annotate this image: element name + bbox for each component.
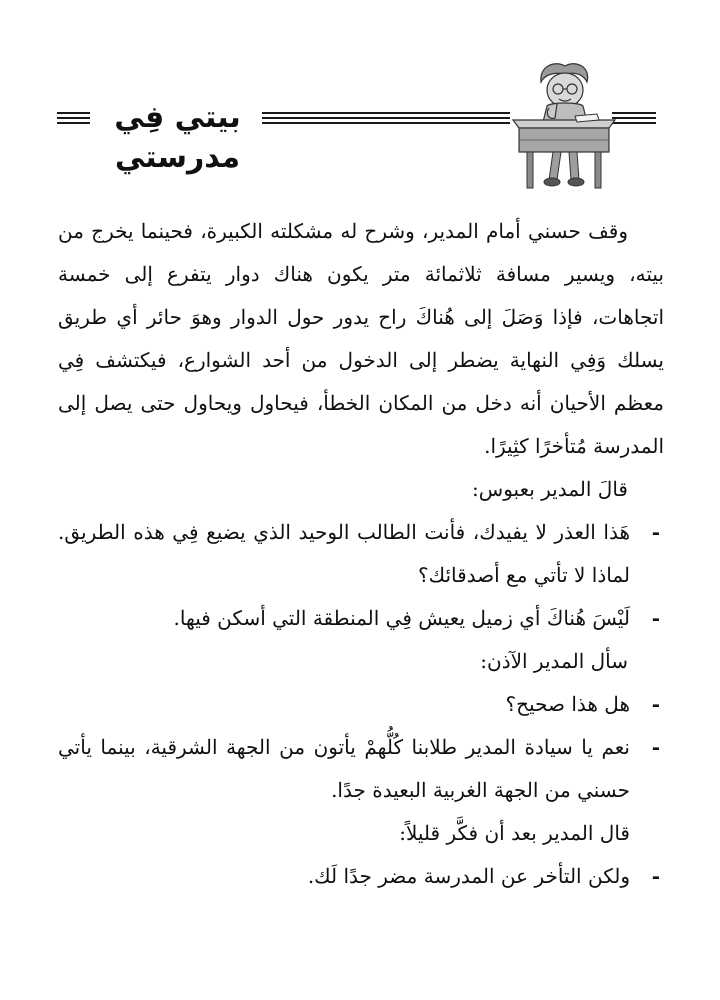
dash-bullet: - (651, 520, 660, 544)
dash-bullet: - (651, 864, 660, 888)
dialogue-line-text: لَيْسَ هُناكَ أي زميل يعيش فِي المنطقة التي أسكن فيها. (173, 606, 630, 630)
dialogue-intro-principal-thinking: قال المدير بعد أن فكَّر قليلاً: (399, 821, 630, 845)
dialogue-line-text: نعم يا سيادة المدير طلابنا كُلُّهمْ يأتون من الجهة الشرقية، بينما يأتي حسني من الجهة الغربية البعيدة جدًا. (58, 735, 630, 802)
dash-bullet: - (651, 606, 660, 630)
dialogue-line (58, 726, 664, 812)
dash-bullet: - (651, 735, 660, 759)
chapter-header (0, 0, 720, 195)
dialogue-line (58, 683, 664, 726)
title-rule-right (262, 112, 510, 125)
student-at-desk-illustration (505, 60, 623, 190)
story-body (58, 210, 664, 898)
dialogue-intro-janitor: سأل المدير الآذن: (480, 649, 628, 673)
dialogue-line-text: هل هذا صحيح؟ (505, 692, 630, 716)
dialogue-line-text: ولكن التأخر عن المدرسة مضر جدًا لَك. (307, 864, 630, 888)
dialogue-line (58, 511, 664, 597)
title-rule-left (57, 112, 90, 125)
dialogue-intro-principal: قالَ المدير بعبوس: (472, 477, 628, 501)
dialogue-line (58, 855, 664, 898)
dialogue-line-text: هَذا العذر لا يفيدك، فأنت الطالب الوحيد الذي يضيع فِي هذه الطريق. لماذا لا تأتي مع أصدقائك؟ (58, 520, 630, 587)
dash-bullet: - (651, 692, 660, 716)
dialogue-line (58, 597, 664, 640)
opening-paragraph: وقف حسني أمام المدير، وشرح له مشكلته الكبيرة، فحينما يخرج من بيته، ويسير مسافة ثلاثمائة متر يكون هناك دوار يتفرع إلى خمسة اتجاهات، فإذا وَصَلَ إلى هُناكَ راح يدور حول الدوار وهوَ حائر أي طريق يسلك وَفِي النهاية يضطر إلى الدخول من أحد الشوارع، فيكتشف فِي معظم الأحيان أنه دخل من المكان الخطأ، فيحاول ويحاول حتى يصل إلى المدرسة مُتأخرًا كثِيرًا. (58, 219, 664, 458)
chapter-title: بيتي فِي مدرستي (114, 100, 241, 175)
